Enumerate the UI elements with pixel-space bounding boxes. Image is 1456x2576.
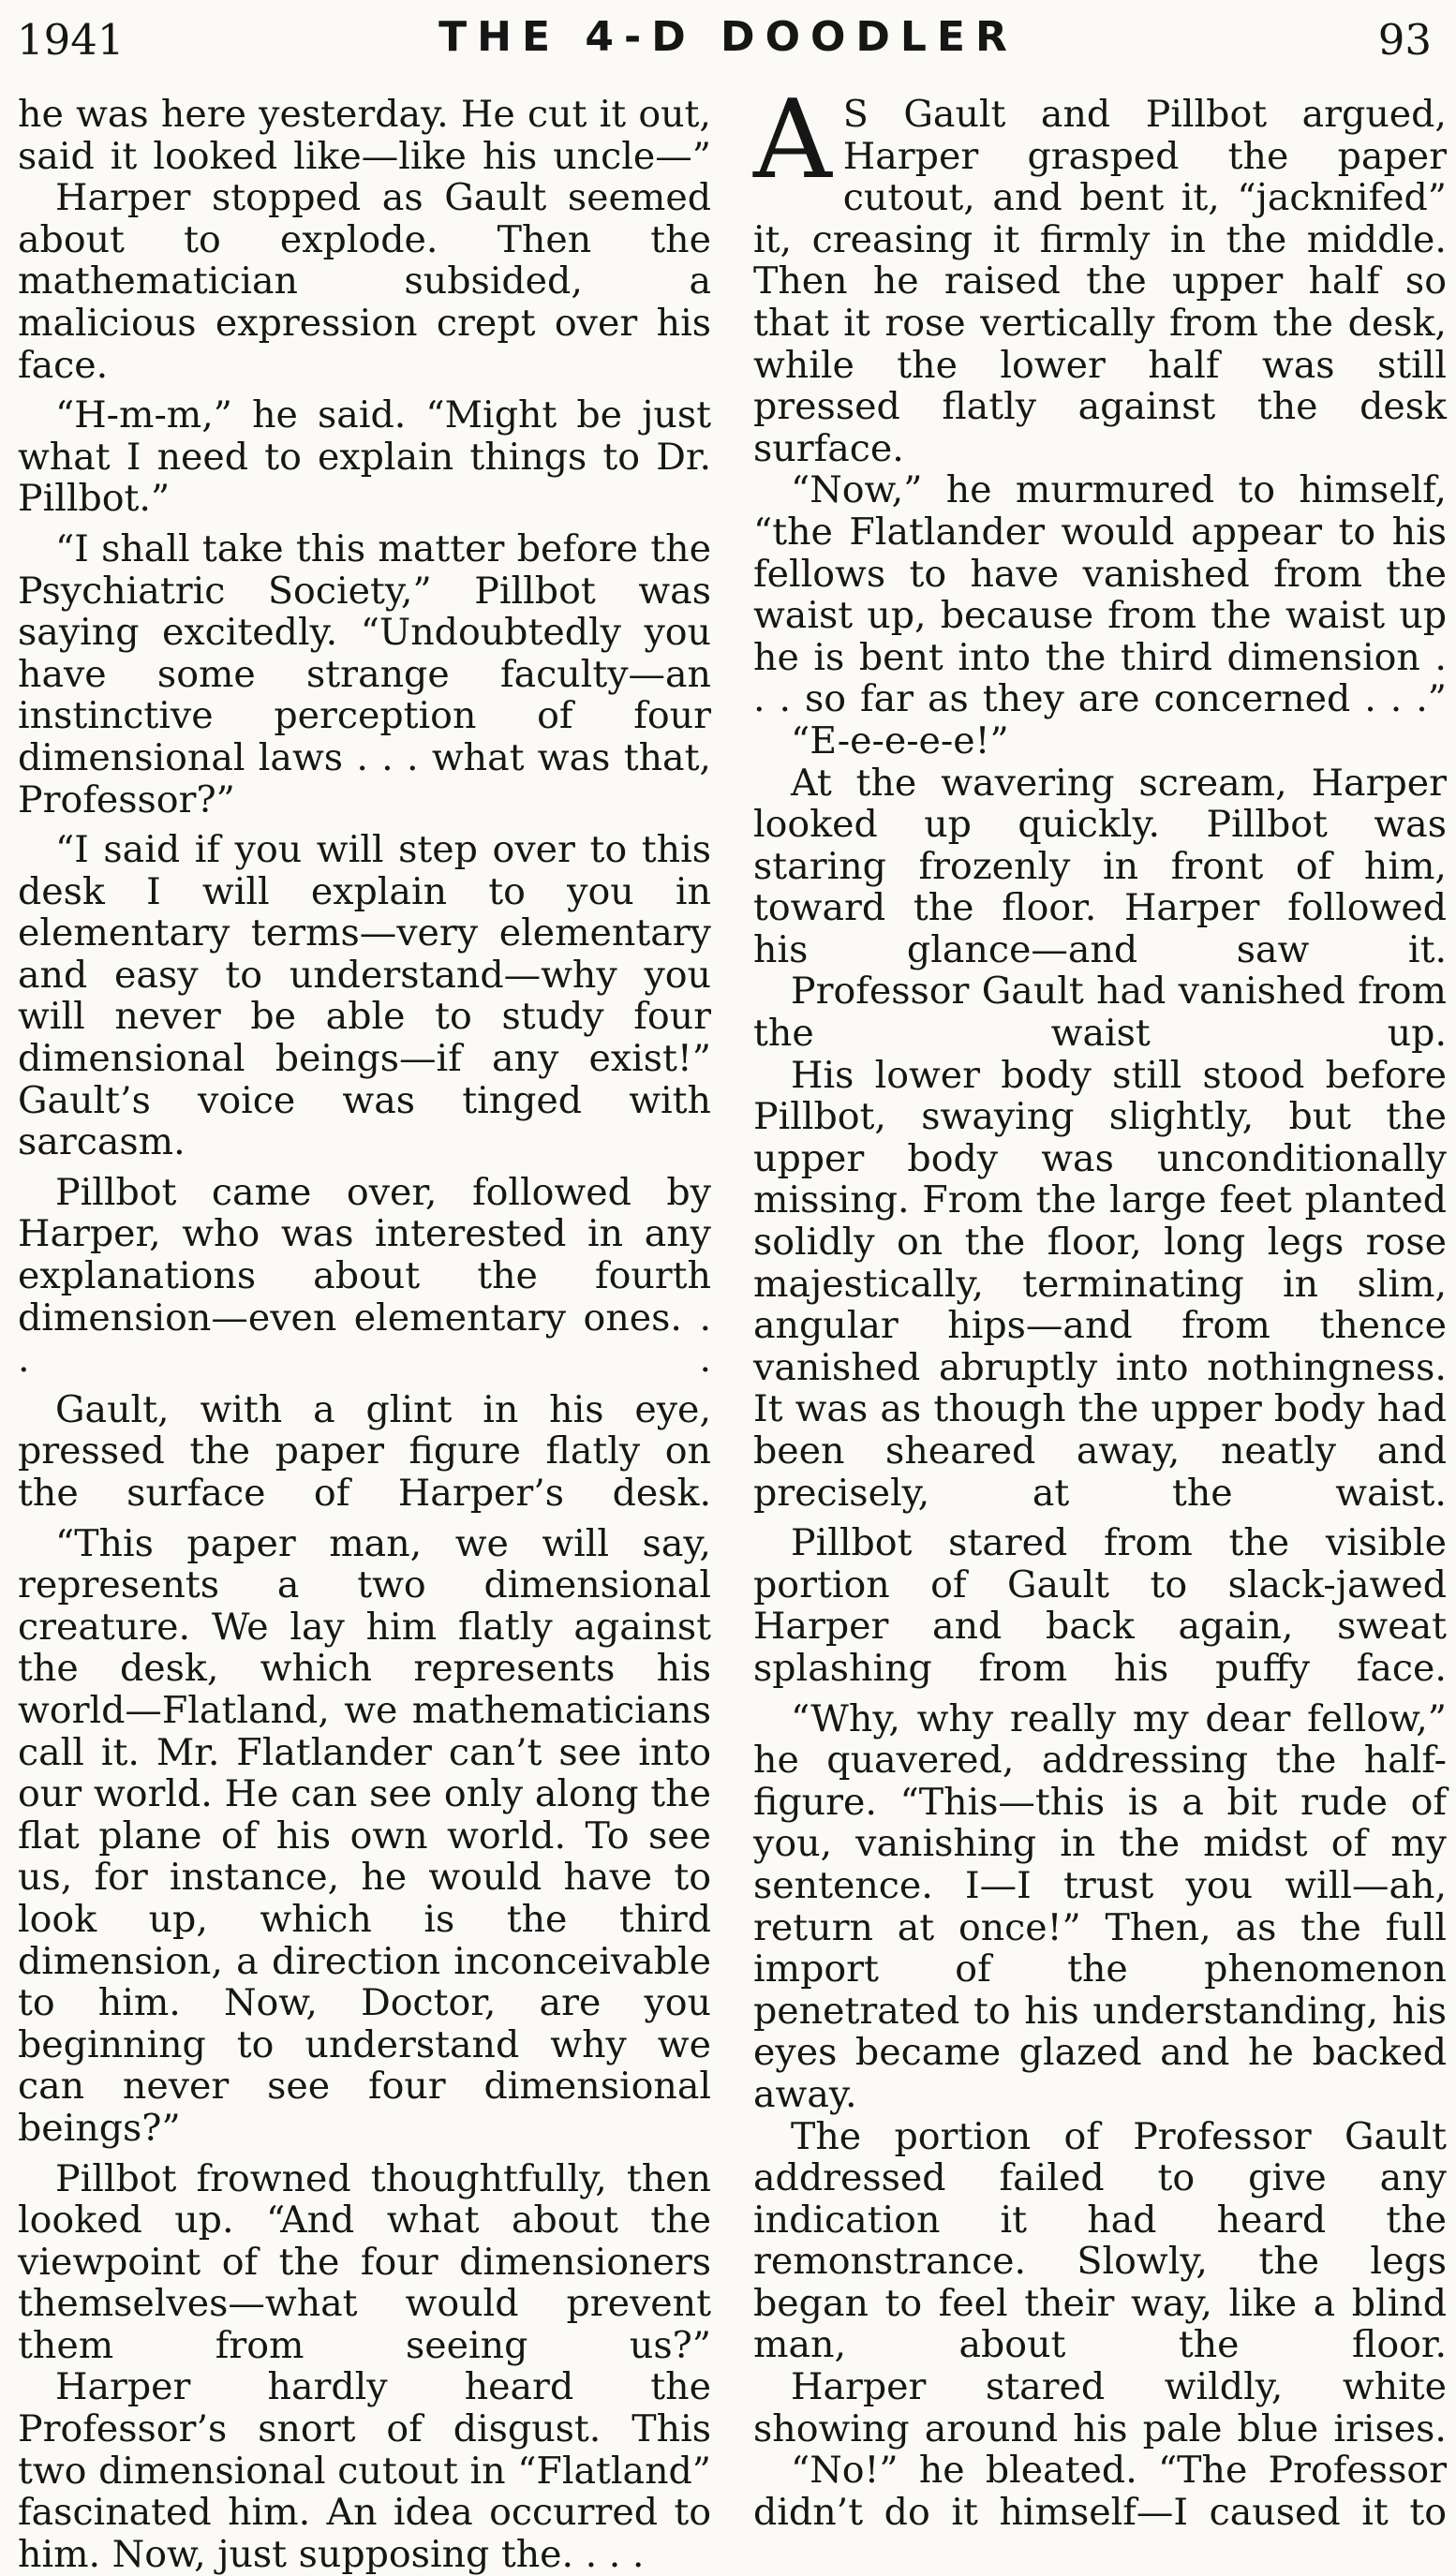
paragraph: Gault, with a glint in his eye, pressed the paper figure flatly on the surface of Harper’s desk. <box>18 1387 711 1515</box>
paragraph: “This paper man, we will say, represents a two dimensional creature. We lay him flatly against the desk, which represents his world—Flatland, we mathematicians call it. Mr. Flatlander can’t see into our world. He can see only along the flat plane of his own world. To see us, for instance, he would have to look up, which is the third dimension, a direction inconceivable to him. Now, Doctor, are you beginning to understand why we can never see four dimensional beings?” <box>18 1521 711 2150</box>
page-number: 93 <box>1377 15 1432 65</box>
paragraph: Pillbot came over, followed by Harper, who was interested in any explanations about the fourth dimension—even elementary ones. . . . <box>18 1170 711 1382</box>
paragraph: Professor Gault had vanished from the waist up. <box>753 970 1447 1056</box>
paragraph: S Gault and Pillbot argued, Harper grasped the paper cutout, and bent it, “jacknifed” it, creasing it firmly in the middle. Then he raised the upper half so that it rose vertically from the desk, while the lower half was still pressed flatly against the desk surface. <box>753 93 1447 470</box>
right-column <box>753 77 1447 2534</box>
paragraph: Harper stopped as Gault seemed about to explode. Then the mathematician subsided, a malicious expression crept over his face. <box>18 176 711 387</box>
paragraph: “No!” he bleated. “The Professor didn’t do it himself—I caused it to <box>753 2449 1447 2534</box>
header-year: 1941 <box>17 15 125 65</box>
paragraph: “Why, why really my dear fellow,” he quavered, addressing the half-figure. “This—this is a bit rude of you, vanishing in the midst of my sentence. I—I trust you will—ah, return at once!” Then, as the full import of the phenomenon penetrated to his understanding, his eyes became glazed and he backed away. <box>753 1696 1447 2116</box>
paragraph: Harper hardly heard the Professor’s snort of disgust. This two dimensional cutout in “Flatland” fascinated him. An idea occurred to him. Now, just supposing the. . . . <box>18 2365 711 2576</box>
paragraph: Harper stared wildly, white showing around his pale blue irises. <box>753 2365 1447 2450</box>
paragraph: “H-m-m,” he said. “Might be just what I need to explain things to Dr. Pillbot.” <box>18 393 711 521</box>
paragraph: “I shall take this matter before the Psychiatric Society,” Pillbot was saying excitedly. “Undoubtedly you have some strange faculty—an instinctive perception of four dimensional laws . . . what was that, Professor?” <box>18 526 711 822</box>
paragraph: His lower body still stood before Pillbot, swaying slightly, but the upper body was unconditionally missing. From the large feet planted solidly on the floor, long legs rose majestically, terminating in slim, angular hips—and from thence vanished abruptly into nothingness. It was as though the upper body had been sheared away, neatly and precisely, at the waist. <box>753 1053 1447 1515</box>
paragraph: he was here yesterday. He cut it out, said it looked like—like his uncle—” <box>18 93 711 178</box>
paragraph: Pillbot frowned thoughtfully, then looked up. “And what about the viewpoint of the four dimensioners themselves—what would prevent them from seeing us?” <box>18 2156 711 2367</box>
header-title: THE 4-D DOODLER <box>438 13 1018 61</box>
paragraph: Pillbot stared from the visible portion of Gault to slack-jawed Harper and back again, sweat splashing from his puffy face. <box>753 1521 1447 1690</box>
paragraph: The portion of Professor Gault addressed failed to give any indication it had heard the remonstrance. Slowly, the legs began to feel their way, like a blind man, about the floor. <box>753 2114 1447 2367</box>
paragraph: “I said if you will step over to this desk I will explain to you in elementary terms—very elementary and easy to understand—why you will never be able to study four dimensional beings—if any exist!” Gault’s voice was tinged with sarcasm. <box>18 828 711 1164</box>
page-header <box>0 9 1456 66</box>
paragraph: At the wavering scream, Harper looked up quickly. Pillbot was staring frozenly in front of him, toward the floor. Harper followed his glance—and saw it. <box>753 761 1447 971</box>
left-column <box>18 94 711 2575</box>
drop-cap: A <box>753 77 832 203</box>
paragraph: “E-e-e-e-e!” <box>791 718 1009 762</box>
paragraph: “Now,” he murmured to himself, “the Flatlander would appear to his fellows to have vanished from the waist up, because from the waist up he is bent into the third dimension . . . so far as they are concerned . . .” <box>753 468 1447 721</box>
